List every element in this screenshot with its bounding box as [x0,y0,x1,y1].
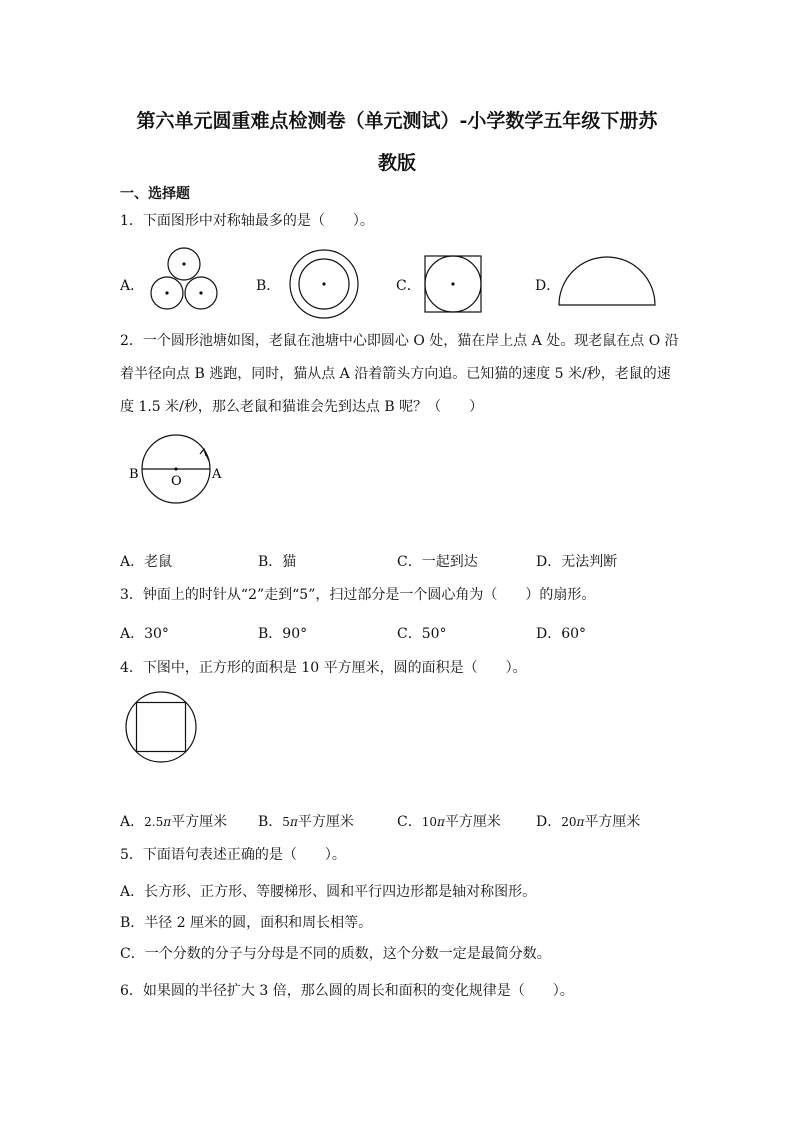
q4-option-b [258,811,354,831]
question-3-stem: 3．钟面上的时针从“2”走到“5”，扫过部分是一个圆心角为（ ）的扇形。 [120,587,596,603]
q4-option-c-unit: 平方厘米 [444,814,501,830]
q3-option-d: D．60° [536,626,587,642]
question-6-stem: 6．如果圆的半径扩大 3 倍，那么圆的周长和面积的变化规律是（ ）。 [120,983,574,999]
q4-option-a-unit: 平方厘米 [171,814,228,830]
q4-option-a-prefix: A． [120,814,145,830]
q4-option-d-number: 20 [561,815,577,829]
point-b-label: B [129,467,139,482]
q1-label-c: C． [396,278,421,294]
q4-option-d-pi: π [576,815,585,829]
q3-option-a: A．30° [120,626,169,642]
q1-figure-three-circles [146,245,222,313]
question-2-stem-line-2: 着半径向点 B 逃跑，同时，猫从点 A 沿着箭头方向追。已知猫的速度 5 米/秒，老鼠的速 [120,366,671,382]
q1-label-d: D． [535,278,561,294]
q4-option-c-number: 10 [421,815,437,829]
q4-option-b-unit: 平方厘米 [297,814,354,830]
q4-option-a-number: 2.5 [144,815,164,829]
q3-option-c: C．50° [397,626,447,642]
q4-option-d-prefix: D． [536,814,562,830]
q1-figure-concentric-circles [288,248,360,320]
q2-option-a: A．老鼠 [120,554,173,570]
q1-figure-semicircle [557,255,657,307]
q5-option-a: A．长方形、正方形、等腰梯形、圆和平行四边形都是轴对称图形。 [120,884,537,900]
q2-pond-diagram [120,432,230,512]
q4-square-in-circle-figure [124,690,198,764]
q1-label-a: A． [120,278,145,294]
point-a-label: A [212,467,222,482]
q4-option-d [536,811,640,831]
q2-option-d: D．无法判断 [536,554,618,570]
question-1-stem: 1．下面图形中对称轴最多的是（ ）。 [120,213,374,229]
point-o-label: O [171,474,182,489]
section-heading: 一、选择题 [120,186,190,202]
question-5-stem: 5．下面语句表述正确的是（ ）。 [120,847,346,863]
q4-option-a-pi: π [163,815,172,829]
page-title-continued: 教版 [377,152,416,174]
q3-option-b: B．90° [258,626,308,642]
q4-option-b-prefix: B． [258,814,283,830]
q4-option-b-number: 5 [282,815,290,829]
question-2-stem-line-3: 度 1.5 米/秒，那么老鼠和猫谁会先到达点 B 呢？（ ） [120,399,484,415]
q5-option-b: B．半径 2 厘米的圆，面积和周长相等。 [120,915,373,931]
q4-option-a [120,811,227,831]
q5-option-c: C．一个分数的分子与分母是不同的质数，这个分数一定是最简分数。 [120,946,551,962]
q4-option-c-prefix: C． [397,814,422,830]
q1-figure-circle-in-square [424,255,482,313]
q2-option-b: B．猫 [258,554,297,570]
q2-option-c: C．一起到达 [397,554,478,570]
question-4-stem: 4．下图中，正方形的面积是 10 平方厘米，圆的面积是（ ）。 [120,660,527,676]
q1-label-b: B． [256,278,281,294]
q4-option-d-unit: 平方厘米 [584,814,641,830]
question-2-stem-line-1: 2．一个圆形池塘如图，老鼠在池塘中心即圆心 O 处，猫在岸上点 A 处。现老鼠在点 O 沿 [120,333,679,349]
q4-option-c [397,811,501,831]
q4-option-b-pi: π [289,815,298,829]
q4-option-c-pi: π [437,815,445,829]
page-title: 第六单元圆重难点检测卷（单元测试）-小学数学五年级下册苏 [136,110,658,132]
